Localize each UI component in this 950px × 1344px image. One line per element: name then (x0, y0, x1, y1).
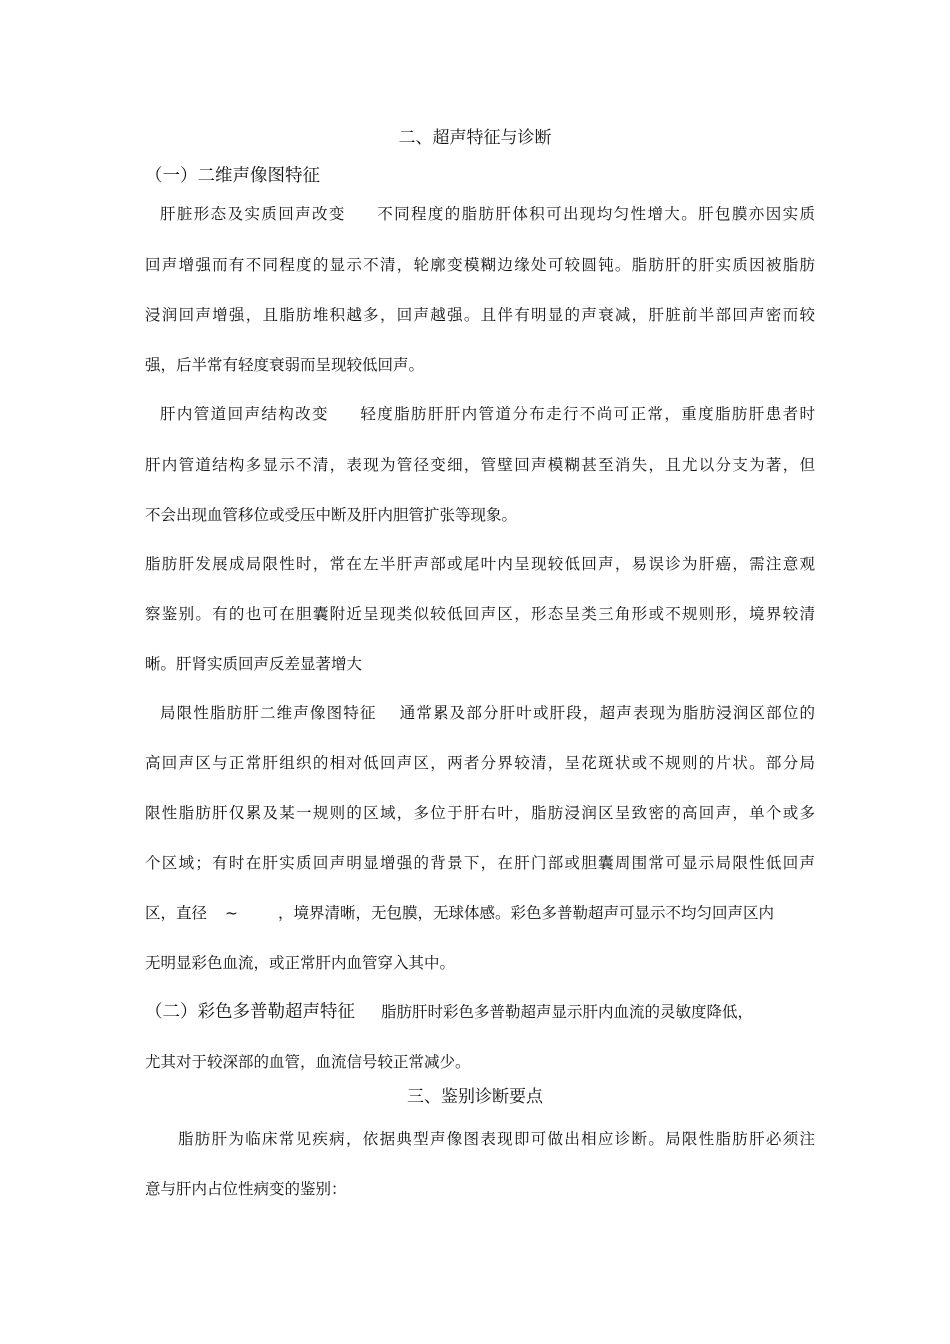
para4-line5-a: 区，直径 (145, 904, 208, 922)
para4-line5-b: ~ (225, 904, 239, 922)
para1-line1 (160, 204, 815, 224)
para1-line2: 回声增强而有不同程度的显示不清，轮廓变模糊边缘处可较圆钝。脂肪肝的肝实质因被脂肪 (145, 256, 815, 274)
para2-line3: 不会出现血管移位或受压中断及肝内胆管扩张等现象。 (145, 506, 518, 524)
para2-line1 (160, 404, 815, 424)
subsection1-title: （一）二维声像图特征 (145, 166, 320, 186)
para2-text: 轻度脂肪肝肝内管道分布走行不尚可正常，重度脂肪肝患者时 (358, 405, 815, 423)
para5-line2: 意与肝内占位性病变的鉴别： (145, 1180, 347, 1198)
para2-label: 肝内管道回声结构改变 (160, 405, 329, 423)
para4-line5-c: ，境界清晰，无包膜，无球体感。彩色多普勒超声可显示不均匀回声区内 (278, 904, 775, 922)
section2-title: 二、超声特征与诊断 (398, 128, 552, 148)
para4-line2: 高回声区与正常肝组织的相对低回声区，两者分界较清，呈花斑状或不规则的片状。部分局 (145, 754, 815, 772)
para1-line3: 浸润回声增强，且脂肪堆积越多，回声越强。且伴有明显的声衰减，肝脏前半部回声密而较 (145, 306, 815, 324)
para1-line4: 强，后半常有轻度衰弱而呈现较低回声。 (145, 356, 425, 374)
para4-text: 通常累及部分肝叶或肝段，超声表现为脂肪浸润区部位的 (398, 704, 815, 722)
subsection2-line2: 尤其对于较深部的血管，血流信号较正常减少。 (145, 1053, 471, 1071)
subsection2-title: （二）彩色多普勒超声特征 (145, 1002, 355, 1022)
subsection2-line1 (145, 1002, 815, 1022)
para5-line1: 脂肪肝为临床常见疾病，依据典型声像图表现即可做出相应诊断。局限性脂肪肝必须注 (178, 1130, 815, 1148)
para4-label: 局限性脂肪肝二维声像图特征 (160, 704, 377, 722)
subsection2-text: 脂肪肝时彩色多普勒超声显示肝内血流的灵敏度降低， (381, 1003, 754, 1021)
para4-line4: 个区域；有时在肝实质回声明显增强的背景下，在肝门部或胆囊周围常可显示局限性低回声 (145, 854, 815, 872)
para4-line1 (160, 703, 815, 723)
para3-line2: 察鉴别。有的也可在胆囊附近呈现类似较低回声区，形态呈类三角形或不规则形，境界较清 (145, 605, 815, 623)
para4-line6: 无明显彩色血流，或正常肝内血管穿入其中。 (145, 954, 456, 972)
para1-text: 不同程度的脂肪肝体积可出现均匀性增大。肝包膜亦因实质 (375, 205, 815, 223)
para3-line3: 晰。肝肾实质回声反差显著增大 (145, 655, 363, 673)
para2-line2: 肝内管道结构多显示不清，表现为管径变细，管壁回声模糊甚至消失，且尤以分支为著，但 (145, 456, 815, 474)
section3-title: 三、鉴别诊断要点 (407, 1087, 543, 1107)
para1-label: 肝脏形态及实质回声改变 (160, 205, 346, 223)
para3-line1: 脂肪肝发展成局限性时，常在左半肝声部或尾叶内呈现较低回声，易误诊为肝癌，需注意观 (145, 555, 815, 573)
para4-line5 (145, 903, 815, 923)
para4-line3: 限性脂肪肝仅累及某一规则的区域，多位于肝右叶，脂肪浸润区呈致密的高回声，单个或多 (145, 804, 815, 822)
